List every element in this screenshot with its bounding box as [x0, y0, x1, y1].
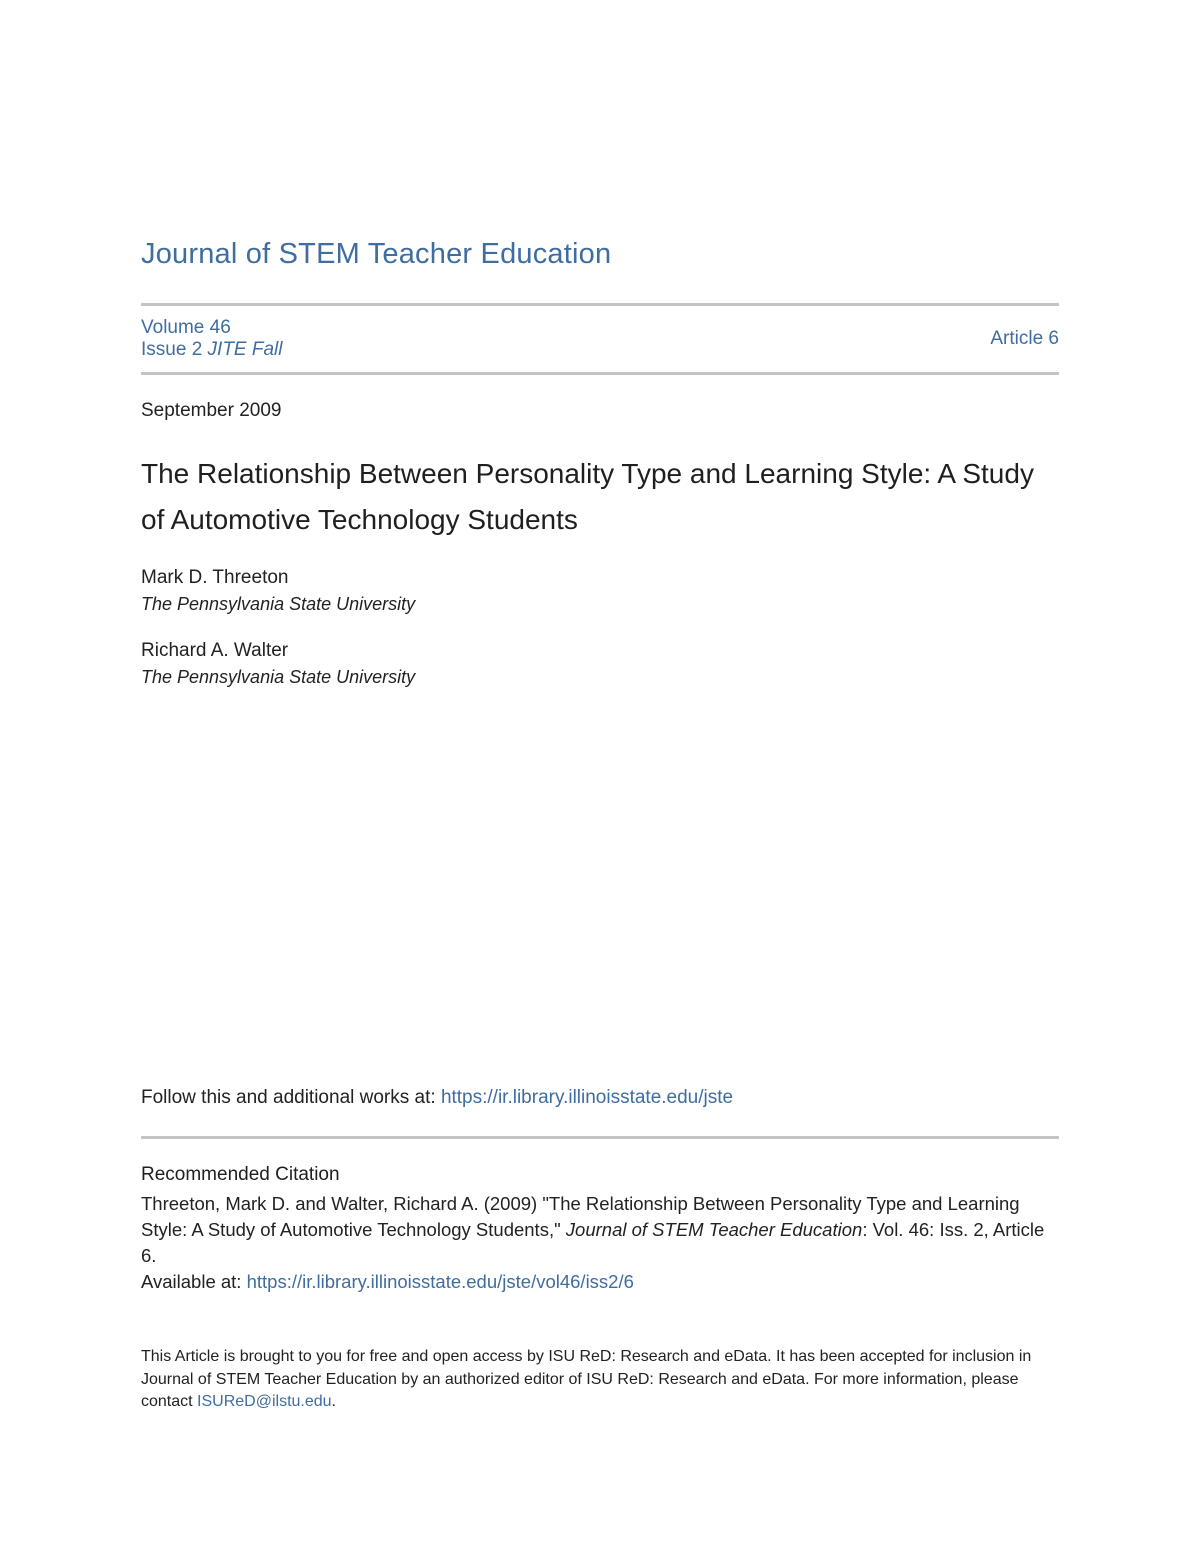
follow-line: [141, 1087, 733, 1109]
issue-number[interactable]: Issue 2: [141, 339, 203, 360]
publication-date: September 2009: [141, 400, 282, 421]
header-bottom-divider: [141, 372, 1059, 375]
author-affiliation: The Pennsylvania State University: [141, 594, 416, 614]
author-name[interactable]: Mark D. Threeton: [141, 567, 289, 588]
notice-text: This Article is brought to you for free and open access by ISU ReD: Research and eData. It has been accepted for inclusion in Journal of STEM Teacher Education by an authorized editor of ISU ReD: Research and eData. For more information, please contact: [141, 1348, 1032, 1410]
journal-title[interactable]: Journal of STEM Teacher Education: [141, 238, 612, 270]
citation-text: [141, 1191, 1061, 1295]
volume-label[interactable]: Volume 46: [141, 317, 231, 338]
access-notice: [141, 1346, 1059, 1414]
article-link[interactable]: https://ir.library.illinoisstate.edu/jste/vol46/iss2/6: [246, 1271, 634, 1292]
follow-text: Follow this and additional works at:: [141, 1087, 441, 1108]
author-affiliation: The Pennsylvania State University: [141, 667, 416, 687]
author-name[interactable]: Richard A. Walter: [141, 640, 289, 661]
citation-volume-info: : Vol. 46: Iss. 2, Article 6.: [141, 1219, 1045, 1266]
issue-name[interactable]: JITE Fall: [207, 339, 283, 360]
issue-label[interactable]: [141, 339, 283, 361]
footer-divider: [141, 1136, 1059, 1139]
citation-journal: Journal of STEM Teacher Education: [565, 1219, 863, 1240]
article-number[interactable]: Article 6: [990, 328, 1059, 349]
contact-email-link[interactable]: ISUReD@ilstu.edu: [197, 1393, 332, 1410]
citation-authors-title: Threeton, Mark D. and Walter, Richard A. (2009) "The Relationship Between Personality Type and Learning Style: A Study of Automotive Technology Students,": [141, 1193, 1020, 1240]
available-at-label: Available at:: [141, 1271, 247, 1292]
recommended-citation-heading: Recommended Citation: [141, 1164, 340, 1185]
notice-end: .: [331, 1393, 336, 1410]
repository-link[interactable]: https://ir.library.illinoisstate.edu/jste: [440, 1087, 734, 1108]
top-divider: [141, 303, 1059, 306]
article-title: The Relationship Between Personality Type and Learning Style: A Study of Automotive Technology Students: [141, 458, 1034, 535]
